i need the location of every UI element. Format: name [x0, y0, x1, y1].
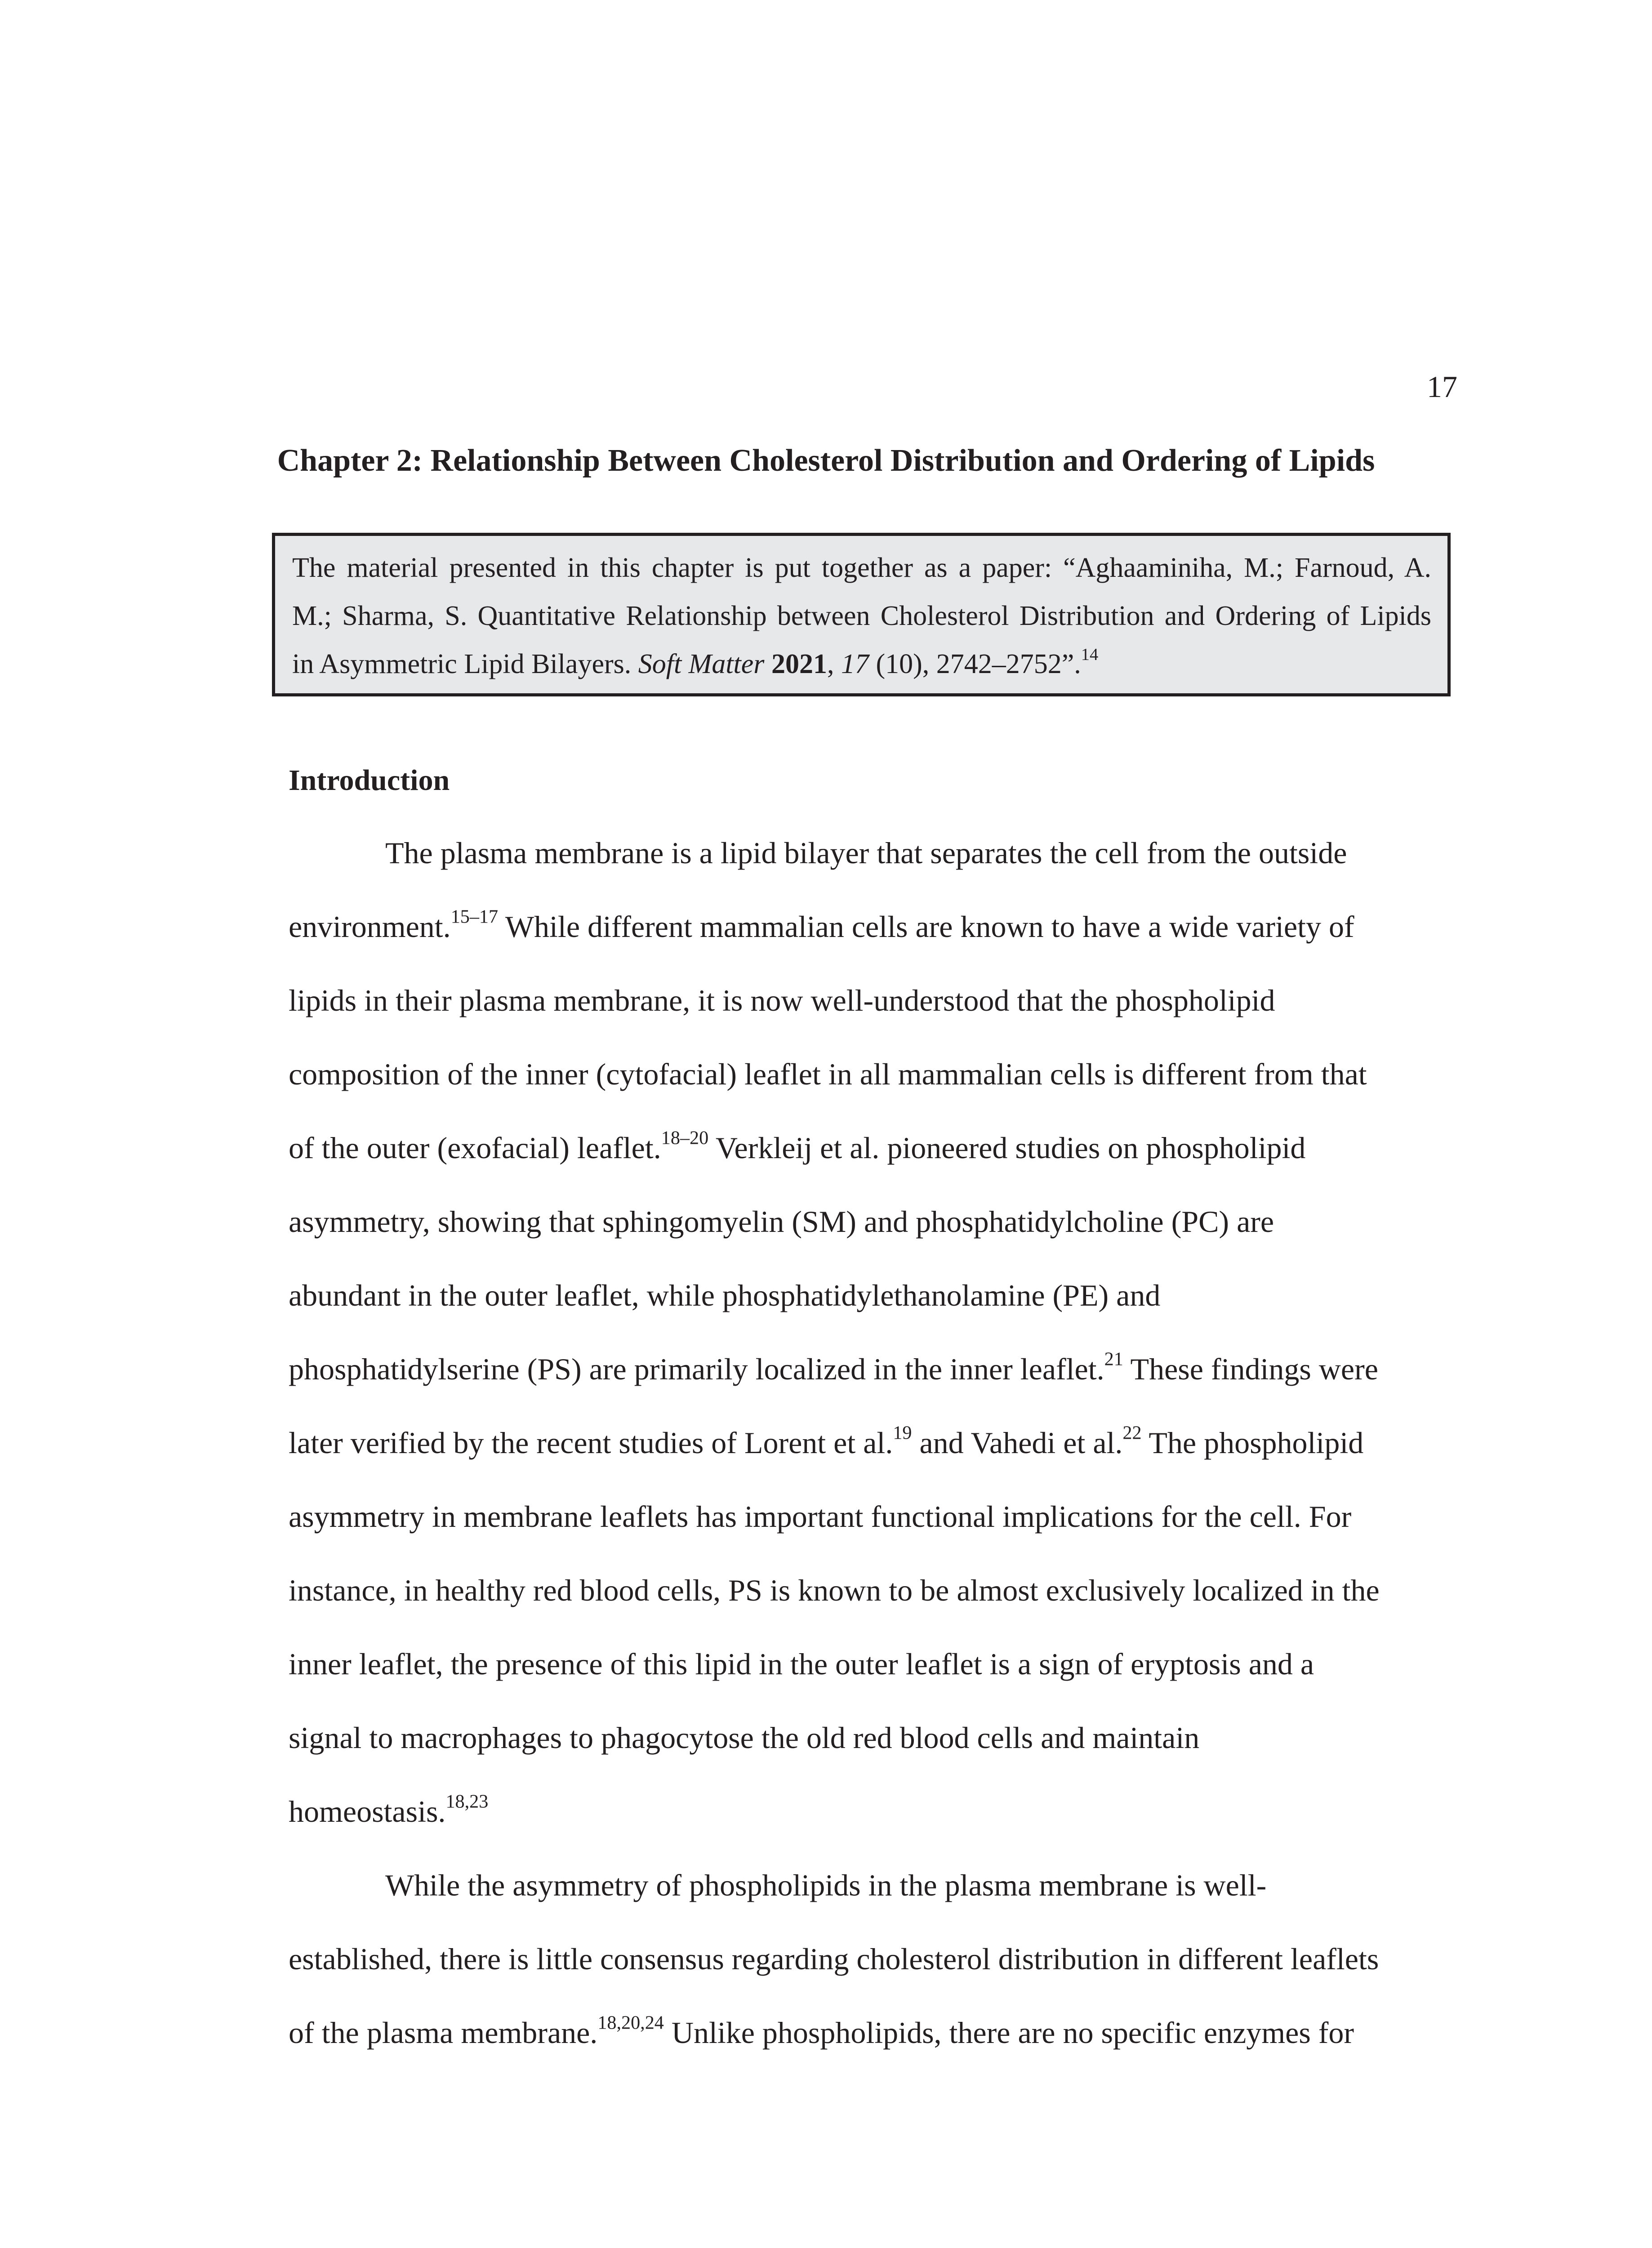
- note-line-3: in Asymmetric Lipid Bilayers. Soft Matter 2021, 17 (10), 2742–2752”.$^{14}$: [292, 645, 1099, 679]
- citation-marker: 19: [893, 1422, 912, 1444]
- chapter-title: Chapter 2: Relationship Between Cholesterol Distribution and Ordering of Lipids: [277, 443, 1375, 478]
- text-line: [289, 1791, 1430, 1865]
- note-text: in Asymmetric Lipid Bilayers.: [292, 649, 638, 679]
- publication-note-box: [272, 533, 1451, 696]
- text-line: [289, 2012, 1430, 2086]
- text-line: composition of the inner (cytofacial) leaflet in all mammalian cells is different from that: [289, 1057, 1367, 1091]
- text-line: The plasma membrane is a lipid bilayer that separates the cell from the outside: [385, 836, 1347, 870]
- publication-year: 2021: [771, 649, 827, 679]
- text-line: asymmetry, showing that sphingomyelin (SM) and phosphatidylcholine (PC) are: [289, 1204, 1274, 1239]
- citation-marker: 21: [1104, 1348, 1123, 1370]
- text-segment: These findings were: [1123, 1352, 1378, 1386]
- text-segment: of the outer (exofacial) leaflet.: [289, 1131, 661, 1165]
- text-line: asymmetry in membrane leaflets has important functional implications for the cell. For: [289, 1499, 1352, 1534]
- text-segment: The phospholipid: [1141, 1426, 1364, 1460]
- note-line-1: The material presented in this chapter is put together as a paper: “Aghaaminiha, M.; Farnoud, A.: [292, 553, 1431, 583]
- section-heading: Introduction: [289, 764, 450, 797]
- text-line: [289, 1128, 1430, 1201]
- text-line: [289, 1349, 1430, 1423]
- text-line: signal to macrophages to phagocytose the old red blood cells and maintain: [289, 1721, 1200, 1755]
- journal-volume: 17: [841, 649, 869, 679]
- citation-marker: 18,20,24: [597, 2012, 664, 2034]
- text-line: [289, 1423, 1430, 1496]
- body-text: [289, 833, 1430, 2086]
- text-line: While the asymmetry of phospholipids in the plasma membrane is well-: [385, 1868, 1267, 1902]
- text-segment: later verified by the recent studies of Lorent et al.: [289, 1426, 893, 1460]
- text-line: established, there is little consensus regarding cholesterol distribution in different leaflets: [289, 1942, 1379, 1976]
- journal-name: Soft Matter: [638, 649, 765, 679]
- text-segment: While different mammalian cells are known to have a wide variety of: [498, 910, 1354, 944]
- text-line: instance, in healthy red blood cells, PS is known to be almost exclusively localized in the: [289, 1573, 1380, 1607]
- text-segment: and Vahedi et al.: [912, 1426, 1123, 1460]
- citation-marker: 14: [1081, 645, 1099, 665]
- text-segment: of the plasma membrane.: [289, 2016, 598, 2050]
- text-segment: phosphatidylserine (PS) are primarily localized in the inner leaflet.: [289, 1352, 1104, 1386]
- text-line: lipids in their plasma membrane, it is now well-understood that the phospholipid: [289, 983, 1275, 1017]
- text-line: [289, 906, 1430, 980]
- page-number: 17: [1427, 370, 1457, 404]
- citation-marker: 15–17: [450, 906, 499, 928]
- citation-marker: 22: [1122, 1422, 1142, 1444]
- text-segment: Unlike phospholipids, there are no specific enzymes for: [663, 2016, 1354, 2050]
- text-segment: homeostasis.: [289, 1794, 446, 1829]
- text-segment: environment.: [289, 910, 451, 944]
- issue-pages: (10), 2742–2752”.: [868, 649, 1081, 679]
- text-line: inner leaflet, the presence of this lipid in the outer leaflet is a sign of eryptosis and a: [289, 1647, 1314, 1681]
- text-line: abundant in the outer leaflet, while phosphatidylethanolamine (PE) and: [289, 1278, 1161, 1312]
- citation-marker: 18,23: [445, 1791, 489, 1812]
- text-segment: Verkleij et al. pioneered studies on phospholipid: [708, 1131, 1306, 1165]
- citation-marker: 18–20: [661, 1127, 709, 1149]
- note-line-2: M.; Sharma, S. Quantitative Relationship between Cholesterol Distribution and Ordering of Lipids: [292, 601, 1431, 631]
